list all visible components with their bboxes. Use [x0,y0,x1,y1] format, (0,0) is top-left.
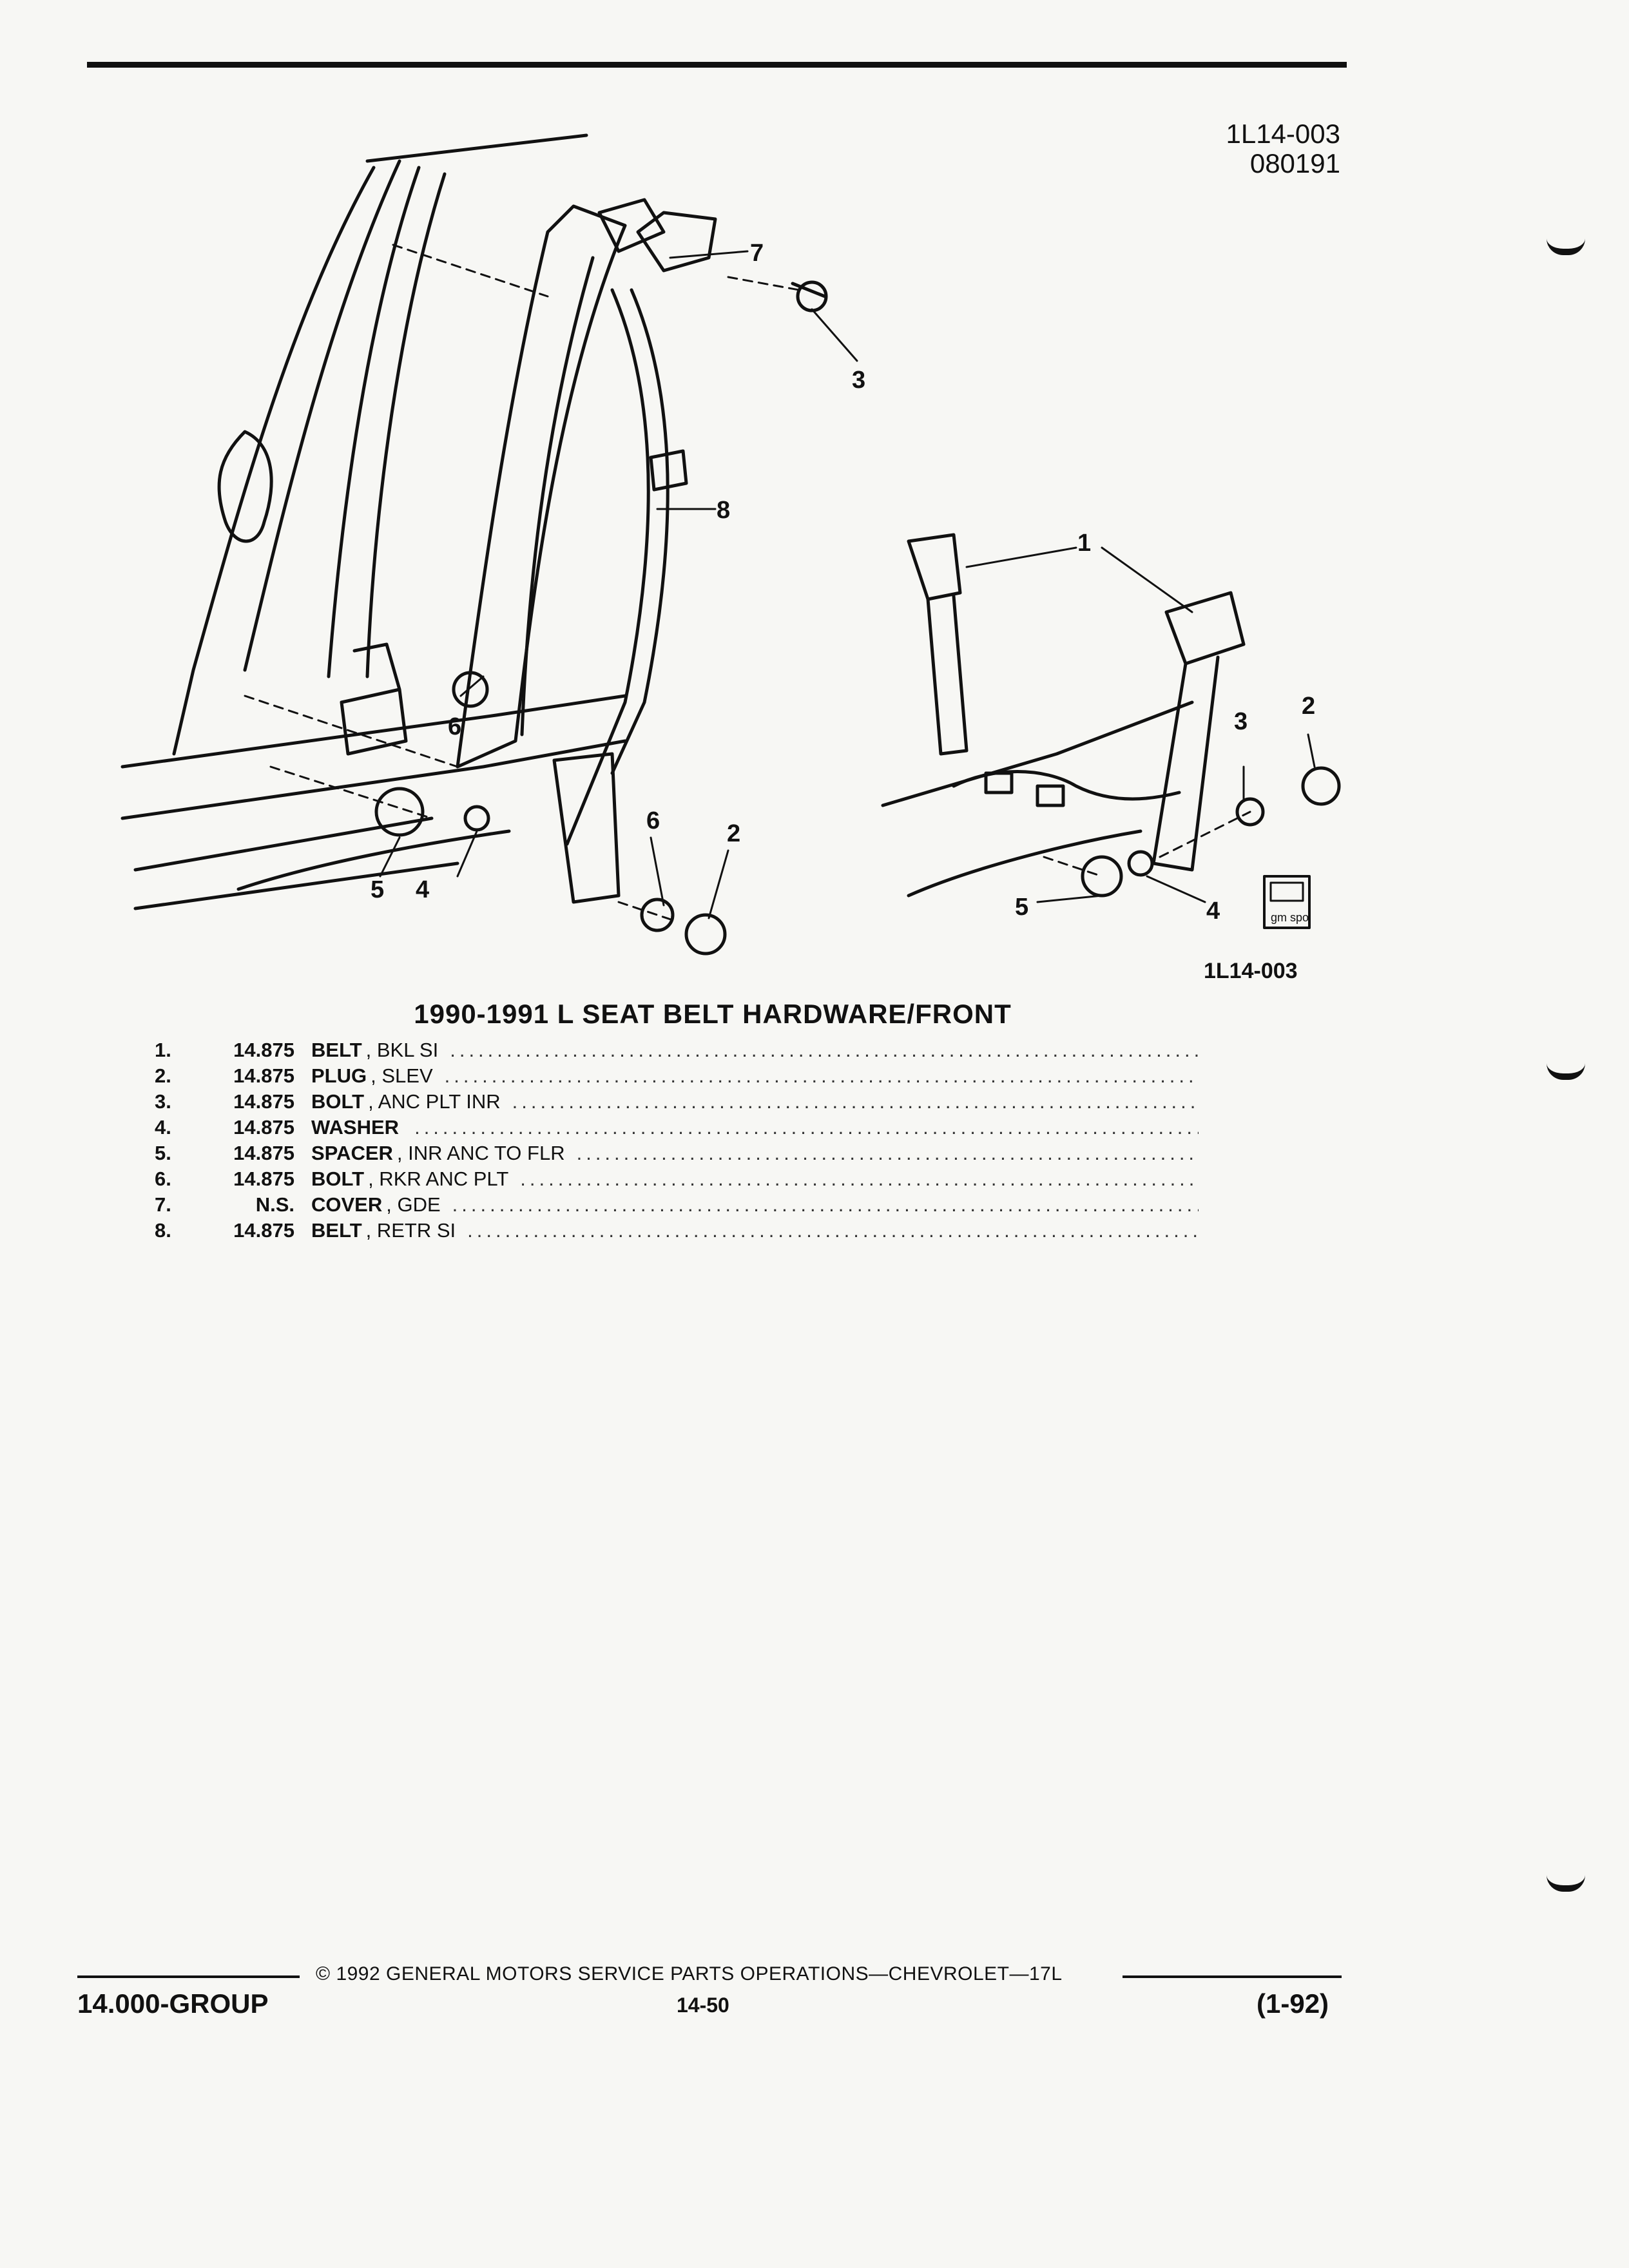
footer-rule-right [1123,1975,1342,1978]
part-name: BOLT [311,1090,365,1113]
ref-code: 1L14-003 [1226,119,1340,149]
callout-6-left: 6 [448,713,462,740]
callout-1: 1 [1077,530,1092,557]
parts-row [155,1037,1199,1063]
dot-leader [414,1115,1199,1140]
parts-row [155,1063,1199,1089]
plug-2-left [686,915,725,954]
group-number: 14.875 [233,1142,294,1164]
part-desc: , INR ANC TO FLR [396,1142,565,1164]
dot-leader [577,1140,1199,1166]
callout-7: 7 [750,240,764,267]
floor-line [135,831,509,908]
part-number: 4. [155,1116,171,1139]
part-number: 2. [155,1064,171,1087]
dot-leader [452,1192,1199,1218]
parts-row [155,1140,1199,1166]
part-desc: , BKL SI [365,1039,439,1061]
group-number: N.S. [255,1193,294,1216]
part-name: BELT [311,1039,362,1061]
b-pillar [458,206,625,767]
part-name: SPACER [311,1142,393,1164]
callout-2-left: 2 [727,820,741,847]
binder-mark [1547,238,1585,255]
copyright-notice: © 1992 GENERAL MOTORS SERVICE PARTS OPERATIONS—CHEVROLET—17L [316,1963,1063,1984]
callout-2-right: 2 [1302,693,1316,720]
parts-row [155,1218,1199,1244]
figure-id: 1L14-003 [1204,959,1298,983]
callout-6-lower: 6 [646,807,660,834]
part-number: 7. [155,1193,171,1216]
part-number: 8. [155,1219,171,1242]
group-label: 14.000-GROUP [77,1988,269,2019]
retractor-belt [567,290,668,844]
spacer-5-left [376,789,423,835]
anchor-bracket [342,644,406,754]
part-desc: , RETR SI [365,1219,456,1242]
dot-leader [445,1063,1199,1089]
group-number: 14.875 [233,1090,294,1113]
washer-4-right [1129,852,1152,875]
page-title: 1990-1991 L SEAT BELT HARDWARE/FRONT [414,999,1012,1029]
exploded-diagram [97,122,1385,960]
part-desc: , RKR ANC PLT [368,1168,509,1190]
footer-rule-left [77,1975,300,1978]
part-name: PLUG [311,1064,367,1087]
group-number: 14.875 [233,1039,294,1061]
group-number: 14.875 [233,1064,294,1087]
part-number: 5. [155,1142,171,1164]
parts-row [155,1089,1199,1115]
part-name: BOLT [311,1168,365,1190]
group-number: 14.875 [233,1168,294,1190]
callout-3-left: 3 [852,367,866,394]
binder-mark [1547,1875,1585,1892]
washer-4-left [465,807,488,830]
part-name: BELT [311,1219,362,1242]
parts-row [155,1166,1199,1192]
guide-cover-7 [638,213,715,271]
parts-row [155,1192,1199,1218]
part-number: 3. [155,1090,171,1113]
plug-2-right [1303,768,1339,804]
part-desc: , SLEV [371,1064,433,1087]
parts-row [155,1115,1199,1140]
part-desc: , ANC PLT INR [368,1090,501,1113]
buckle-right [1153,593,1244,870]
top-rule [87,62,1347,68]
belt-tongue-lower [554,754,619,902]
seat-belt-illustration [97,122,1385,960]
part-name: WASHER [311,1116,400,1139]
part-name: COVER [311,1193,383,1216]
callout-8: 8 [717,497,731,524]
dot-leader [467,1218,1199,1244]
parts-list [155,1037,1199,1244]
dot-leader [450,1037,1199,1063]
callout-5-right: 5 [1015,894,1029,921]
dot-leader [520,1166,1199,1192]
group-number: 14.875 [233,1219,294,1242]
part-number: 1. [155,1039,171,1061]
callout-3-right: 3 [1234,708,1248,735]
rocker [122,696,625,870]
page-number: 14-50 [677,1994,729,2017]
binder-mark [1547,1063,1585,1080]
d-ring [599,200,664,251]
part-desc: , GDE [386,1193,441,1216]
spacer-5-right [1083,857,1121,896]
dot-leader [512,1089,1199,1115]
part-number: 6. [155,1168,171,1190]
revision-date: (1-92) [1257,1988,1329,2019]
group-number: 14.875 [233,1116,294,1139]
callout-4-right: 4 [1206,898,1220,925]
window-frame [329,168,445,677]
date-code: 080191 [1249,148,1340,178]
buckle-left [909,535,967,754]
callout-4-left: 4 [416,876,430,903]
gm-spo-logo-text: gm spo [1271,911,1309,924]
b-pillar-inner [522,258,593,735]
callout-5-left: 5 [371,876,385,903]
